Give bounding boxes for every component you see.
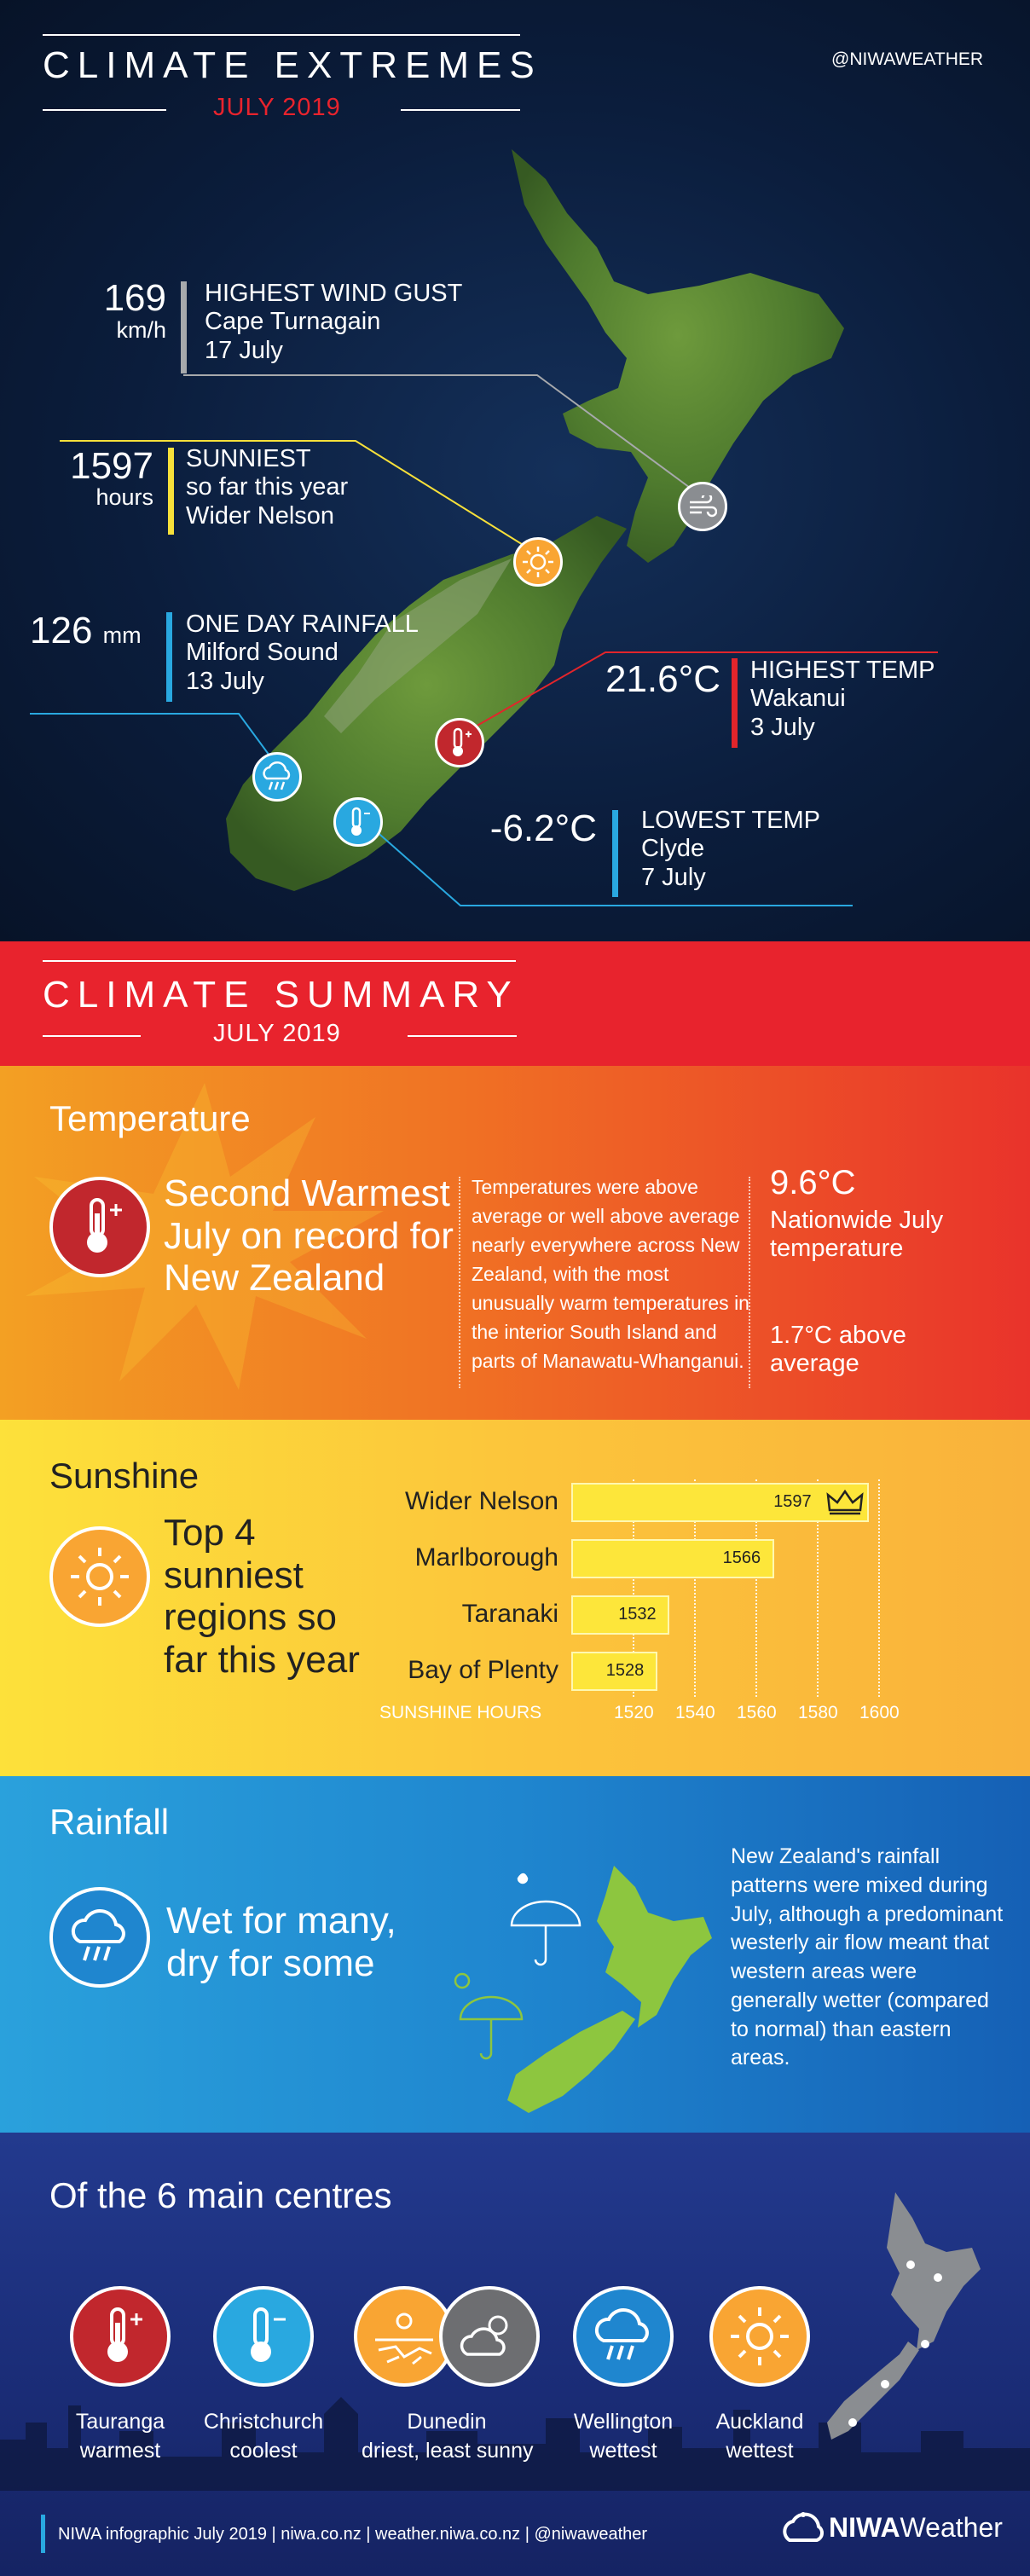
centre-note: wettest [589, 2438, 657, 2463]
rainfall-north-island [597, 1866, 712, 2028]
sunshine-axis-title: SUNSHINE HOURS [379, 1703, 542, 1722]
rainfall-headline: Wet for many, dry for some [166, 1900, 396, 1984]
centre-city: Dunedin [407, 2410, 487, 2434]
sun-region: Wider Nelson [186, 501, 335, 530]
new-zealand-map [0, 0, 1030, 941]
auckland-sun-icon [709, 2286, 810, 2387]
christchurch-thermometer-cold-icon [213, 2286, 314, 2387]
sun-place: so far this year [186, 473, 349, 501]
extremes-subtitle: JULY 2019 [213, 94, 341, 121]
umbrella-rain-icon [512, 1874, 580, 1965]
low-temp-icon [333, 797, 383, 847]
rain-place: Milford Sound [186, 639, 339, 667]
climate-extremes-section [0, 0, 1030, 941]
bar-value-label: 1532 [618, 1605, 657, 1624]
footer-credits[interactable]: NIWA infographic July 2019 | niwa.co.nz | weather.niwa.co.nz | @niwaweather [58, 2525, 648, 2544]
category-label: Bay of Plenty [408, 1656, 558, 1684]
rain-value: 126 [30, 610, 93, 651]
centre-dunedin [362, 2408, 532, 2466]
x-tick-label: 1580 [798, 1703, 838, 1722]
dunedin-cloudy-icon [439, 2286, 540, 2387]
temperature-heading: Temperature [49, 1098, 251, 1138]
bar-value-label: 1566 [722, 1548, 761, 1567]
low-temp-value: -6.2°C [489, 808, 597, 849]
centre-note: warmest [79, 2438, 161, 2463]
nationwide-temp-label: Nationwide July temperature [770, 1207, 944, 1263]
centre-note: driest, least sunny [362, 2438, 534, 2463]
high-temp-text [750, 657, 935, 742]
grid-line [878, 1479, 880, 1697]
x-tick-label: 1600 [859, 1703, 900, 1722]
temperature-body: Temperatures were above average or well above average nearly everywhere across New Zealand, with the most unusually warm temperatures in the interior South Island and parts of Manawatu-Whanganui. [472, 1176, 749, 1373]
category-label: Marlborough [414, 1543, 558, 1572]
sunshine-section [0, 1420, 1030, 1776]
rain-date: 13 July [186, 667, 264, 695]
x-tick-label: 1520 [614, 1703, 654, 1722]
rain-unit: mm [102, 622, 142, 648]
sunshine-heading: Sunshine [49, 1456, 200, 1496]
thermometer-hot-icon [49, 1177, 150, 1277]
sunshine-bar [571, 1483, 869, 1522]
wind-icon [678, 482, 727, 531]
wind-place: Cape Turnagain [205, 308, 381, 336]
high-temp-value: 21.6°C [605, 658, 720, 700]
wellington-rain-cloud-icon [573, 2286, 674, 2387]
sunshine-bar-chart [375, 1479, 921, 1744]
crown-icon [826, 1490, 864, 1515]
umbrella-sun-icon [455, 1974, 522, 2058]
wind-value: 169 [103, 277, 166, 319]
high-temp-icon [435, 718, 484, 767]
centre-city: Wellington [573, 2410, 674, 2434]
sun-unit: hours [95, 484, 153, 510]
rain-extreme-text [186, 611, 419, 696]
main-centres-section [0, 2133, 1030, 2576]
temperature-anomaly: 1.7°C above average [770, 1322, 906, 1378]
wind-extreme-text [205, 280, 462, 365]
low-temp-place: Clyde [641, 835, 705, 863]
centre-note: coolest [229, 2438, 298, 2463]
rain-icon [252, 752, 302, 802]
centre-city: Christchurch [203, 2410, 324, 2434]
wind-unit: km/h [116, 317, 166, 343]
centre-city: Tauranga [75, 2410, 165, 2434]
low-temp-label: LOWEST TEMP [641, 807, 821, 834]
rain-value-line [30, 610, 142, 652]
wind-date: 17 July [205, 336, 283, 364]
centre-christchurch [178, 2408, 349, 2466]
centre-city: Auckland [715, 2410, 804, 2434]
x-tick-label: 1540 [675, 1703, 715, 1722]
high-temp-label: HIGHEST TEMP [750, 657, 935, 684]
wind-label: HIGHEST WIND GUST [205, 280, 463, 307]
centres-heading: Of the 6 main centres [49, 2175, 392, 2215]
category-label: Wider Nelson [404, 1487, 558, 1515]
sun-extreme-text [186, 445, 348, 530]
summary-title: CLIMATE SUMMARY [43, 974, 519, 1016]
centres-map [819, 2184, 1006, 2465]
rain-cloud-icon [49, 1887, 150, 1988]
rainfall-south-island [507, 2011, 635, 2113]
niwa-weather-logo[interactable] [778, 2508, 1003, 2547]
rain-label: ONE DAY RAINFALL [186, 611, 419, 638]
nationwide-temp-value: 9.6°C [770, 1164, 856, 1201]
low-temp-text [641, 807, 820, 892]
tauranga-thermometer-hot-icon [70, 2286, 171, 2387]
low-temp-date: 7 July [641, 863, 706, 891]
logo-niwa: NIWA [829, 2511, 900, 2543]
sun-value: 1597 [70, 445, 153, 487]
centre-auckland [674, 2408, 845, 2466]
x-tick-label: 1560 [737, 1703, 777, 1722]
sun-label: SUNNIEST [186, 445, 311, 472]
centre-note: wettest [726, 2438, 794, 2463]
summary-subtitle: JULY 2019 [213, 1020, 341, 1047]
bar-value-label: 1528 [605, 1661, 645, 1680]
rainfall-heading: Rainfall [49, 1802, 170, 1842]
extremes-title: CLIMATE EXTREMES [43, 44, 542, 86]
temperature-section [0, 1066, 1030, 1420]
niwa-cloud-icon [778, 2508, 829, 2547]
sunshine-headline: Top 4 sunniest regions so far this year [164, 1512, 360, 1682]
bar-value-label: 1597 [773, 1492, 812, 1511]
rainfall-section [0, 1776, 1030, 2133]
high-temp-date: 3 July [750, 713, 815, 741]
logo-weather: Weather [900, 2511, 1003, 2543]
category-label: Taranaki [461, 1600, 558, 1628]
sun-icon [49, 1526, 150, 1627]
temperature-headline: Second Warmest July on record for New Zealand [164, 1172, 454, 1300]
rainfall-map [443, 1844, 725, 2117]
sun-icon [513, 537, 563, 587]
climate-summary-banner [0, 941, 1030, 1066]
footer-accent-bar [41, 2515, 45, 2553]
rainfall-body: New Zealand's rainfall patterns were mixed during July, although a predominant westerly air flow meant that western areas were generally wetter (compared to normal) than eastern areas. [731, 1844, 1004, 2070]
twitter-handle[interactable]: @NIWAWEATHER [831, 49, 984, 69]
high-temp-place: Wakanui [750, 685, 846, 713]
